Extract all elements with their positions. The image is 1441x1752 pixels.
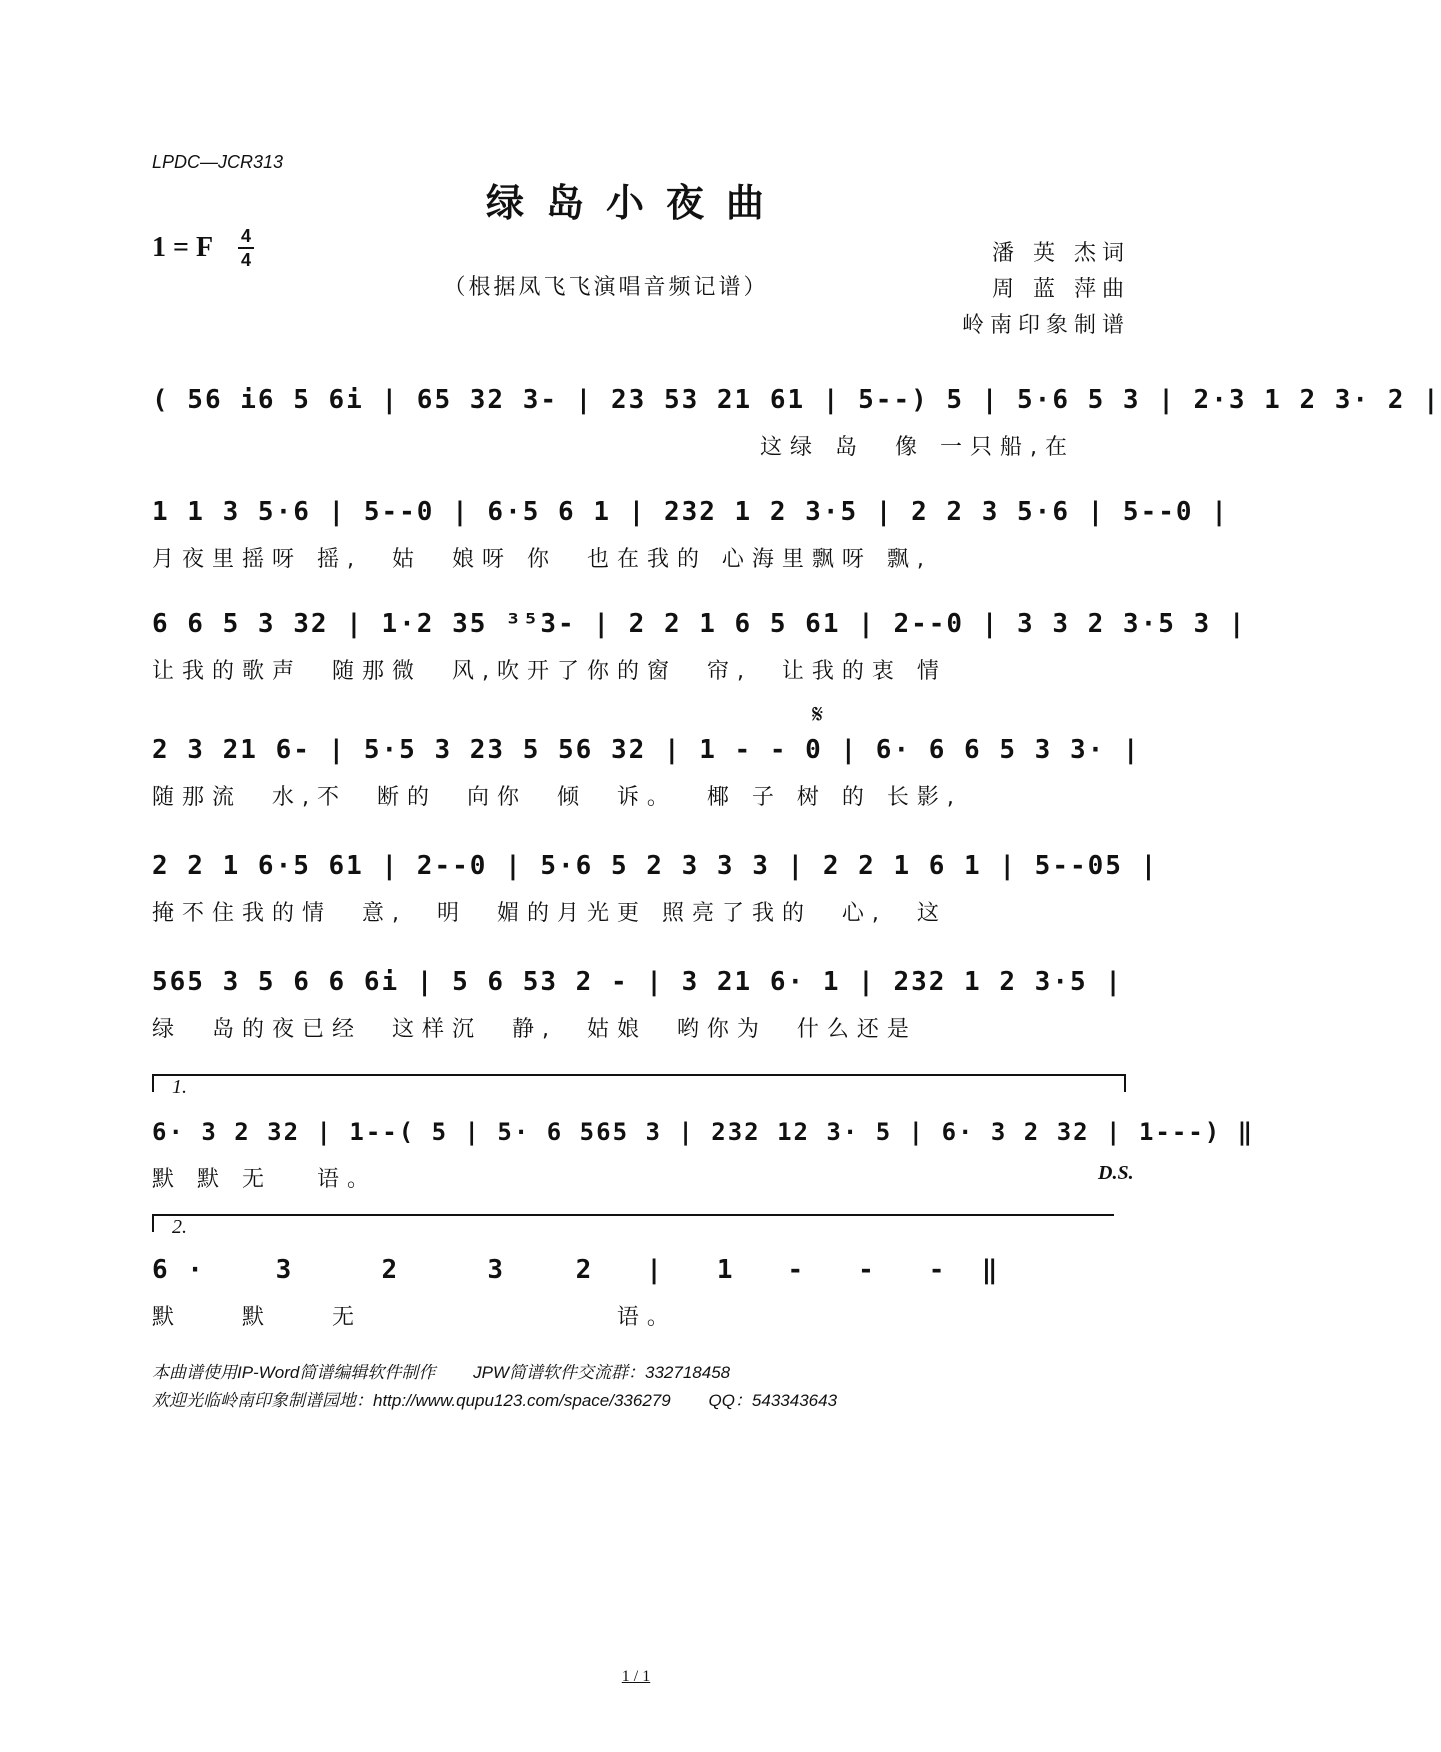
score-system-6 — [152, 952, 1130, 1043]
time-signature — [238, 226, 254, 270]
notation-line: 6· 3 2 32 | 1--( 5 | 5· 6 565 3 | 232 12 3· 5 | 6· 3 2 32 | 1---) ‖ — [152, 1118, 1255, 1146]
meter-bottom: 4 — [240, 250, 251, 270]
lyrics-line: 默 默 无 语。 — [152, 1167, 377, 1192]
subtitle: （根据凤飞飞演唱音频记谱） — [443, 275, 769, 300]
score-system-7 — [152, 1102, 1255, 1193]
composer-credit: 周 蓝 萍曲 — [992, 277, 1130, 302]
lyrics-line: 让我的歌声 随那微 风,吹开了你的窗 帘, 让我的衷 情 — [152, 659, 947, 684]
score-system-8 — [152, 1240, 1130, 1331]
key-signature: 1 = F — [152, 232, 214, 263]
lyrics-line: 随那流 水,不 断的 向你 倾 诉。 椰 子 树 的 长影, — [152, 785, 962, 810]
song-title: 绿岛小夜曲 — [485, 180, 786, 225]
lyrics-line: 这绿 岛 像 一只船,在 — [760, 435, 1075, 460]
notation-line: 565 3 5 6 6 6i | 5 6 53 2 - | 3 21 6· 1 | 232 1 2 3·5 | — [152, 967, 1123, 997]
notation-line: 2 2 1 6·5 61 | 2--0 | 5·6 5 2 3 3 3 | 2 2 1 6 1 | 5--05 | — [152, 851, 1159, 881]
meter-divider — [238, 247, 254, 249]
lyrics-line: 默 默 无 语。 — [152, 1305, 677, 1330]
arranger-credit: 岭南印象制谱 — [961, 313, 1130, 338]
lyrics-line: 月夜里摇呀 摇, 姑 娘呀 你 也在我的 心海里飘呀 飘, — [152, 547, 932, 572]
meter-top: 4 — [240, 226, 251, 246]
lyrics-line: 掩不住我的情 意, 明 媚的月光更 照亮了我的 心, 这 — [152, 901, 947, 926]
second-ending-bracket — [152, 1214, 1114, 1238]
notation-line: 6 6 5 3 32 | 1·2 35 ³⁵3- | 2 2 1 6 5 61 | 2--0 | 3 3 2 3·5 3 | — [152, 609, 1247, 639]
score-system-3 — [152, 594, 1247, 685]
page-number — [0, 1668, 1272, 1686]
footer-website-note: 欢迎光临岭南印象制谱园地：http://www.qupu123.com/space/336279 QQ：543343643 — [152, 1391, 838, 1410]
lyrics-line: 绿 岛的夜已经 这样沉 静, 姑娘 哟你为 什么还是 — [152, 1017, 917, 1042]
score-system-5 — [152, 836, 1159, 927]
dal-segno: D.S. — [1098, 1162, 1134, 1184]
score-code: LPDC—JCR313 — [152, 152, 284, 172]
segno-sign: 𝄋 — [812, 700, 824, 730]
footer-software-note: 本曲谱使用IP-Word简谱编辑软件制作 JPW简谱软件交流群：332718458 — [152, 1363, 731, 1382]
notation-line: 1 1 3 5·6 | 5--0 | 6·5 6 1 | 232 1 2 3·5 | 2 2 3 5·6 | 5--0 | — [152, 497, 1229, 527]
second-ending-label: 2. — [172, 1216, 187, 1238]
page-number-text: 1 / 1 — [621, 1668, 651, 1685]
score-system-1 — [152, 370, 1441, 461]
notation-line: 6 · 3 2 3 2 | 1 - - - ‖ — [152, 1255, 1000, 1285]
score-system-2 — [152, 482, 1229, 573]
lyricist-credit: 潘 英 杰词 — [992, 241, 1130, 266]
first-ending-bracket — [152, 1074, 1126, 1098]
notation-line: ( 56 i6 5 6i | 65 32 3- | 23 53 21 61 | 5--) 5 | 5·6 5 3 | 2·3 1 2 3· 2 | — [152, 385, 1441, 415]
first-ending-label: 1. — [172, 1076, 187, 1098]
score-system-4 — [152, 720, 1141, 811]
notation-line: 2 3 21 6- | 5·5 3 23 5 56 32 | 1 - - 0 | 6· 6 6 5 3 3· | — [152, 735, 1141, 765]
